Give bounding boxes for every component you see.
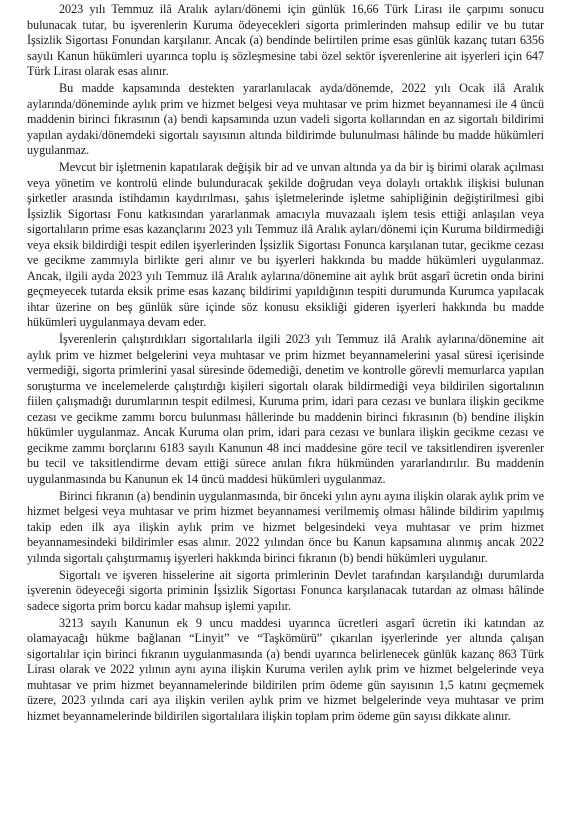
paragraph-3: Mevcut bir işletmenin kapatılarak değişik bir ad ve unvan altında ya da bir iş birimi olarak açılması veya yönetim ve kontrolü elinde bulunduracak şekilde doğrudan veya dolaylı ortaklık ilişkisi bulunan şirketler arasında istihdamın kaydırılması, şahıs işletmelerinde işletme sahipliğinin değiştirilmesi gibi İşsizlik Sigortası Fonu katkısından yararlanmak amacıyla muvazaalı işlem tesis ettiği anlaşılan veya sigortalıların prime esas kazançlarını 2023 yılı Temmuz ilâ Aralık ayları/dönemi için Kuruma bildirmediği veya eksik bildirdiği tespit edilen işyerlerinden İşsizlik Sigortası Fonunca karşılanan tutar, gecikme cezası ve gecikme zammıyla birlikte geri alınır ve bu işyerleri hakkında bu madde hükümleri uygulanmaz. Ancak, ilgili ayda 2023 yılı Temmuz ilâ Aralık aylarına/dönemine ait aylık brüt asgarî ücretin onda birini geçmeyecek tutarda eksik prime esas kazanç bildirimi yapıldığının tespiti durumunda Kurumca yapılacak ihtar üzerine on beş günlük süre içinde söz konusu eksikliği gideren işyerleri hakkında bu madde hükümleri uygulanmaya devam eder. <box>27 160 544 329</box>
paragraph-2: Bu madde kapsamında destekten yararlanılacak ayda/dönemde, 2022 yılı Ocak ilâ Aralık aylarında/döneminde aylık prim ve hizmet belgesi veya muhtasar ve prim hizmet beyannamesi ile 4 üncü maddenin birinci fıkrasının (a) bendi kapsamında uzun vadeli sigorta kollarından en az sigortalı bildirimi yapılan aydaki/dönemdeki sigortalı sayısının altında bildirimde bulunulması hâlinde bu madde hükümleri uygulanmaz. <box>27 81 544 157</box>
paragraph-6: Sigortalı ve işveren hisselerine ait sigorta primlerinin Devlet tarafından karşılandığı durumlarda işverenin ödeyeceği sigorta priminin İşsizlik Sigortası Fonunca karşılanacak tutardan az olması hâlinde sadece sigorta prim borcu kadar mahsup işlemi yapılır. <box>27 567 544 613</box>
paragraph-4: İşverenlerin çalıştırdıkları sigortalılarla ilgili 2023 yılı Temmuz ilâ Aralık aylarına/dönemine ait aylık prim ve hizmet belgelerini veya muhtasar ve prim hizmet beyannamelerini yasal süresi içerisinde vermediği, sigorta primlerini yasal süresinde ödemediği, denetim ve kontrolle görevli memurlarca yapılan soruşturma ve incelemelerde çalıştırdığı kişileri sigortalı olarak bildirmediği veya bildirilen sigortalının fiilen çalışmadığı durumlarının tespit edilmesi, Kuruma prim, idari para cezası ve bunlara ilişkin gecikme cezası ve gecikme zammı borcu bulunması hâllerinde bu maddenin birinci fıkrasının (b) bendine ilişkin hükümler uygulanmaz. Ancak Kuruma olan prim, idari para cezası ve bunlara ilişkin gecikme cezası ve gecikme zammı borçlarını 6183 sayılı Kanunun 48 inci maddesine göre tecil ve taksitlendiren işverenler bu tecil ve taksitlendirme devam ettiği sürece anılan fıkra hükmünden yararlandırılır. Bu maddenin uygulanmasında bu Kanunun ek 14 üncü maddesi hükümleri uygulanmaz. <box>27 332 544 486</box>
paragraph-1: 2023 yılı Temmuz ilâ Aralık ayları/dönemi için günlük 16,66 Türk Lirası ile çarpımı sonucu bulunacak tutar, bu işverenlerin Kuruma ödeyecekleri sigorta primlerinden mahsup edilir ve bu tutar İşsizlik Sigortası Fonundan karşılanır. Ancak (a) bendinde belirtilen prime esas günlük kazanç tutarı 6356 sayılı Kanun hükümleri uyarınca toplu iş sözleşmesine tabi özel sektör işverenlerine ait işyerleri için 647 Türk Lirası olarak esas alınır. <box>27 2 544 78</box>
paragraph-7: 3213 sayılı Kanunun ek 9 uncu maddesi uyarınca ücretleri asgarî ücretin iki katından az olamayacağı hükme bağlanan “Linyit” ve “Taşkömürü” çıkarılan işyerlerinde yer altında çalışan sigortalılar için birinci fıkranın uygulanmasında (a) bendi uyarınca belirlenecek günlük kazanç 863 Türk Lirası olarak ve 2022 yılının aynı ayına ilişkin Kuruma verilen aylık prim ve hizmet belgelerinde veya muhtasar ve prim hizmet beyannamelerinde bildirilen prim ödeme gün sayısının 1,5 katını geçmemek üzere, 2023 yılında cari aya ilişkin verilen aylık prim ve hizmet belgelerinde veya muhtasar ve prim hizmet beyannamelerinde bildirilen sigortalılara ilişkin toplam prim ödeme gün sayısı dikkate alınır. <box>27 615 544 723</box>
paragraph-5: Birinci fıkranın (a) bendinin uygulanmasında, bir önceki yılın aynı ayına ilişkin olarak aylık prim ve hizmet belgesi veya muhtasar ve prim hizmet beyannamesi verilmemiş olması hâlinde bildirim yapılmış takip eden ilk aya ilişkin aylık prim ve hizmet belgesindeki veya muhtasar ve prim hizmet beyannamesindeki bildirimler esas alınır. 2022 yılından önce bu Kanun kapsamına alınmış ancak 2022 yılında sigortalı çalıştırmamış işyerleri hakkında birinci fıkranın (b) bendi hükümleri uygulanır. <box>27 488 544 565</box>
